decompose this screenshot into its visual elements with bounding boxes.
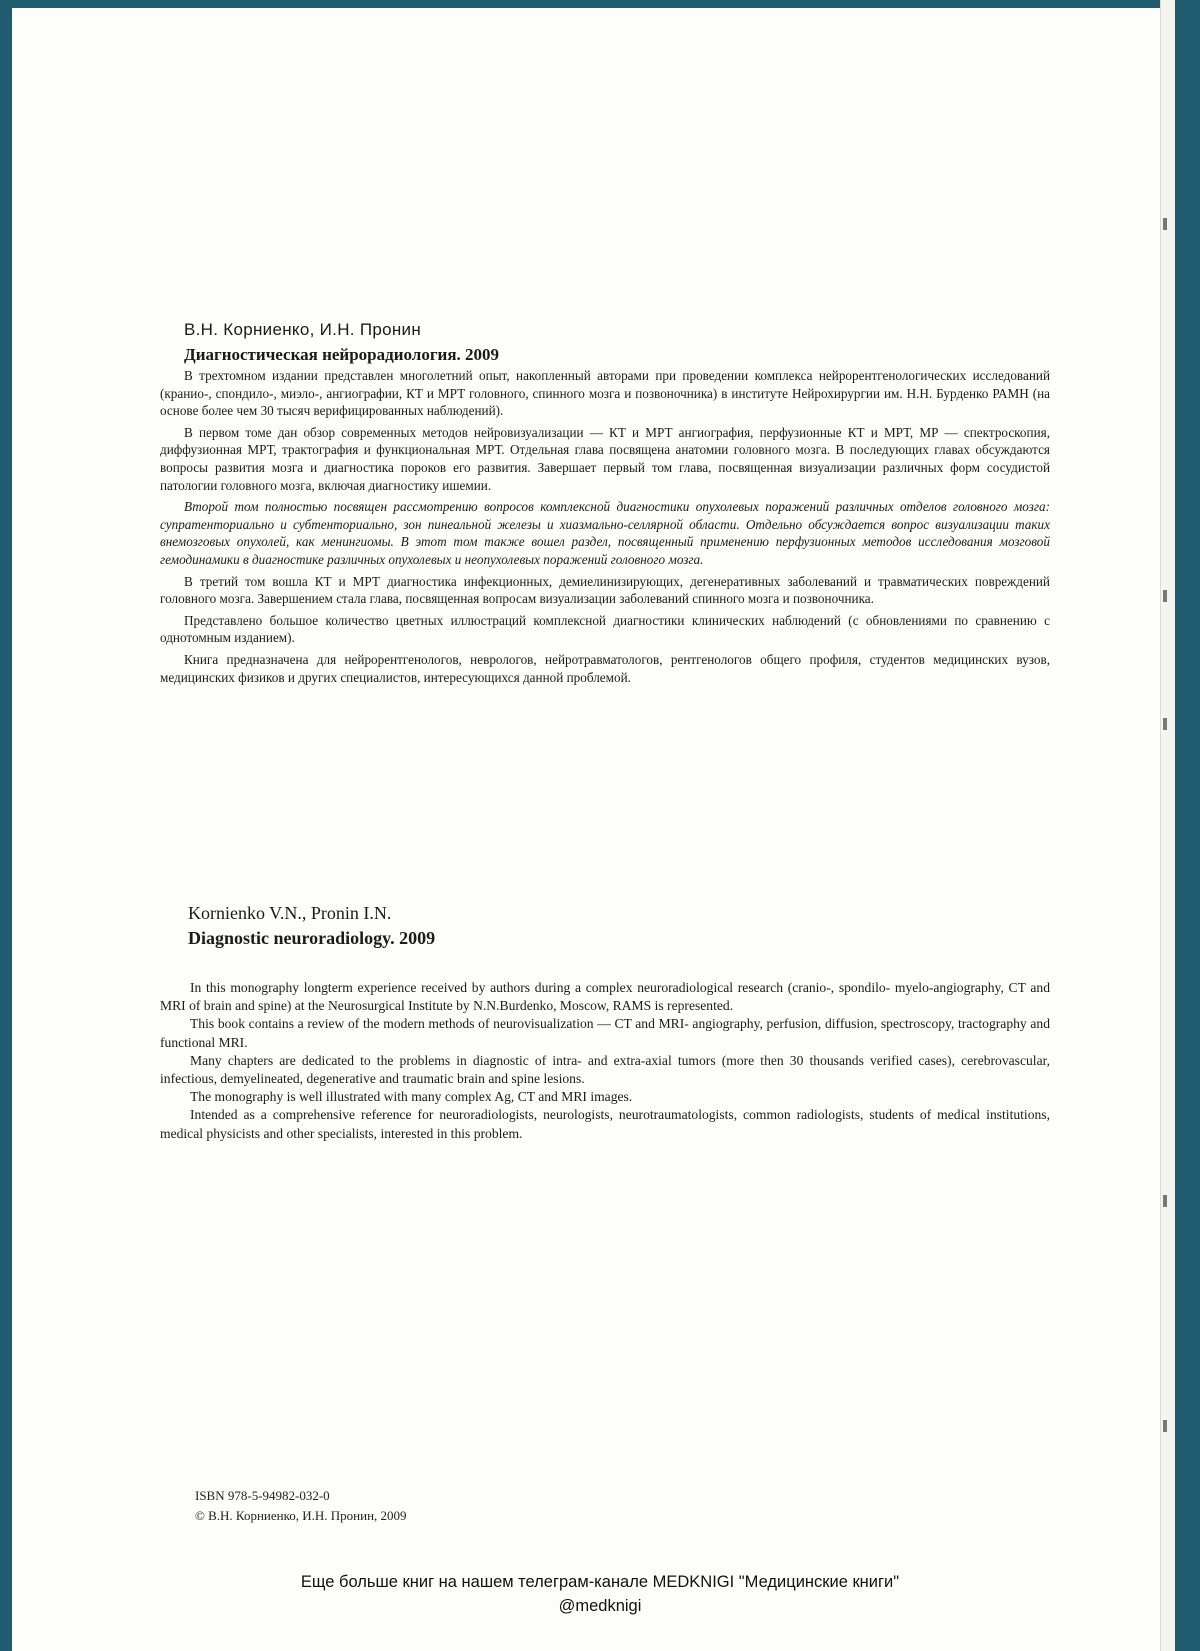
telegram-footer	[0, 1570, 1200, 1618]
imprint	[195, 1486, 407, 1526]
english-annotation	[160, 903, 1050, 1143]
title-ru: Диагностическая нейрорадиология. 2009	[184, 345, 500, 364]
en-paragraph: Many chapters are dedicated to the problems in diagnostic of intra- and extra-axial tumors (more then 30 thousands verified cases), cerebrovascular, infectious, demyelineated, degenerative and traumatic brain and spine lesions.	[160, 1052, 1050, 1087]
ru-paragraph: В трехтомном издании представлен многолетний опыт, накопленный авторами при проведении комплекса нейрорентгенологических исследований (кранио-, спондило-, миэло-, ангиографии, КТ и МРТ головного, спинного мозга и позвоночника) в институте Нейрохирургии им. Н.Н. Бурденко РАМН (на основе более чем 30 тысяч верифицированных наблюдений).	[160, 368, 1050, 419]
ru-paragraph-italic: Второй том полностью посвящен рассмотрению вопросов комплексной диагностики опухолевых поражений различных отделов головного мозга: супратенториально и субтенториально, зон пинеальной железы и хиазмально-селлярной области. Отдельно обсуждается вопрос визуализации таких внемозговых опухолей, как менингиомы. В этот том также вошел раздел, посвященный применению перфузионных методов исследования мозговой гемодинамики в диагностике различных опухолевых и неопухолевых поражений головного мозга.	[160, 499, 1050, 567]
en-paragraph: In this monography longterm experience received by authors during a complex neuroradiological research (cranio-, spondilo- myelo-angiography, CT and MRI of brain and spine) at the Neurosurgical Institute by N.N.Burdenko, Moscow, RAMS is represented.	[160, 980, 1050, 1014]
binding-mark	[1163, 218, 1167, 230]
russian-annotation	[160, 320, 1050, 686]
ru-paragraph: В третий том вошла КТ и МРТ диагностика инфекционных, демиелинизирующих, дегенеративных заболеваний и травматических повреждений головного мозга. Завершением стала глава, посвященная вопросам визуализации заболеваний спинного мозга и позвоночника.	[160, 573, 1050, 607]
book-page	[12, 8, 1170, 1651]
binding-mark	[1163, 1195, 1167, 1207]
footer-line-2[interactable]: @medknigi	[558, 1597, 642, 1615]
footer-line-1: Еще больше книг на нашем телеграм-канале MEDKNIGI "Медицинские книги"	[300, 1573, 900, 1591]
binding-mark	[1163, 1420, 1167, 1432]
ru-paragraph: Представлено большое количество цветных иллюстраций комплексной диагностики клинических наблюдений (с обновлениями по сравнению с однотомным изданием).	[160, 612, 1050, 646]
en-paragraph: The monography is well illustrated with many complex Ag, CT and MRI images.	[190, 1089, 633, 1105]
ru-paragraph: В первом томе дан обзор современных методов нейровизуализации — КТ и МРТ ангиография, перфузионные КТ и МРТ, МР — спектроскопия, диффузионная МРТ, трактография и функциональная МРТ. Отдельная глава посвящена анатомии головного мозга. В последующих главах обсуждаются вопросы развития мозга и диагностика пороков его развития. Завершает первый том глава, посвященная визуализации различных форм сосудистой патологии головного мозга, включая диагностику ишемии.	[160, 424, 1050, 493]
ru-paragraph: Книга предназначена для нейрорентгенологов, неврологов, нейротравматологов, рентгенологов общего профиля, студентов медицинских вузов, медицинских физиков и других специалистов, интересующихся данной проблемой.	[160, 651, 1050, 685]
en-paragraph: This book contains a review of the modern methods of neurovisualization — CT and MRI- angiography, perfusion, diffusion, spectroscopy, tractography and functional MRI.	[160, 1016, 1050, 1050]
title-en: Diagnostic neuroradiology. 2009	[188, 928, 436, 948]
isbn: ISBN 978-5-94982-032-0	[195, 1488, 330, 1503]
page-edge	[1160, 0, 1175, 1651]
binding-mark	[1163, 718, 1167, 730]
copyright: © В.Н. Корниенко, И.Н. Пронин, 2009	[195, 1508, 407, 1523]
authors-en: Kornienko V.N., Pronin I.N.	[188, 903, 392, 923]
en-paragraph: Intended as a comprehensive reference for neuroradiologists, neurologists, neurotraumatologists, common radiologists, students of medical institutions, medical physicists and other specialists, interested in this problem.	[160, 1107, 1050, 1141]
binding-mark	[1163, 590, 1167, 602]
authors-ru: В.Н. Корниенко, И.Н. Пронин	[184, 320, 422, 339]
